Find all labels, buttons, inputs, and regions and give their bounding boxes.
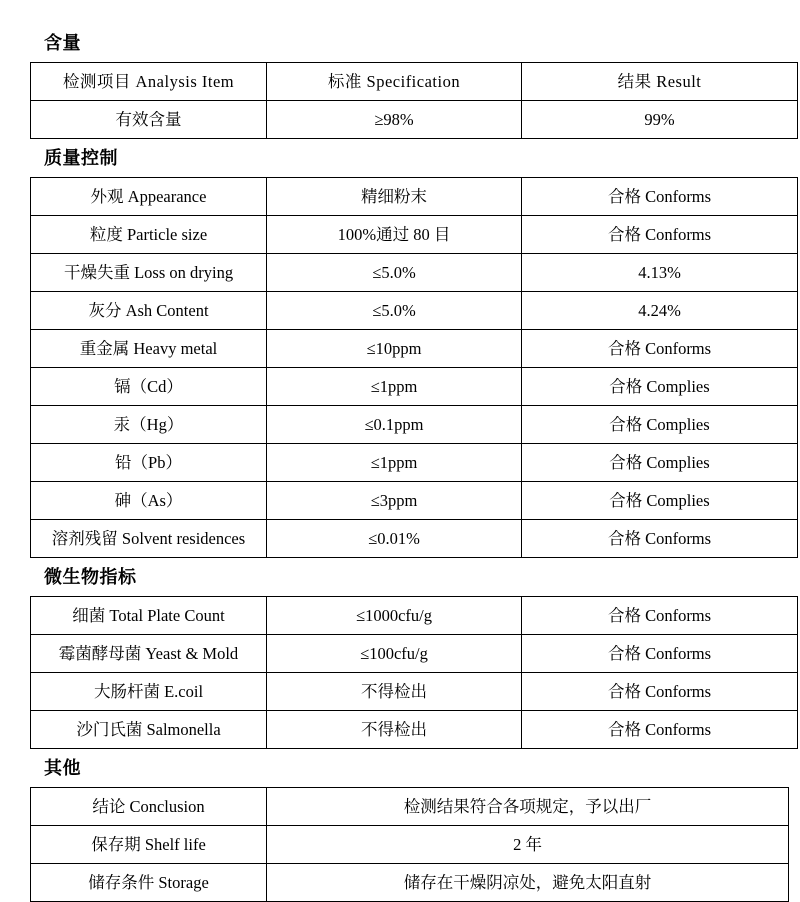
section-content <box>30 30 770 139</box>
section-title-microbiology: 微生物指标 <box>44 567 137 587</box>
table-row <box>31 101 798 139</box>
table-header-row <box>31 63 798 101</box>
cell-spec: ≤10ppm <box>267 330 522 368</box>
table-row <box>31 864 789 902</box>
cell-item: 溶剂残留 Solvent residences <box>31 520 267 558</box>
table-row <box>31 673 798 711</box>
section-microbiology <box>30 564 770 749</box>
cell-spec: ≤5.0% <box>267 254 522 292</box>
cell-item: 保存期 Shelf life <box>31 826 267 864</box>
table-row <box>31 597 798 635</box>
cell-spec: 不得检出 <box>267 711 522 749</box>
cell-spec: ≤5.0% <box>267 292 522 330</box>
cell-result: 合格 Conforms <box>522 520 798 558</box>
cell-spec: ≥98% <box>267 101 522 139</box>
cell-result: 合格 Conforms <box>522 216 798 254</box>
section-title-quality-control: 质量控制 <box>44 148 118 168</box>
table-row <box>31 482 798 520</box>
cell-value: 检测结果符合各项规定，予以出厂 <box>267 788 789 826</box>
cell-item: 大肠杆菌 E.coil <box>31 673 267 711</box>
cell-item: 干燥失重 Loss on drying <box>31 254 267 292</box>
table-row <box>31 711 798 749</box>
table-row <box>31 520 798 558</box>
cell-item: 粒度 Particle size <box>31 216 267 254</box>
cell-result: 4.13% <box>522 254 798 292</box>
cell-result: 合格 Conforms <box>522 711 798 749</box>
table-content <box>30 62 798 139</box>
cell-spec: ≤3ppm <box>267 482 522 520</box>
table-other <box>30 787 789 902</box>
section-title-other: 其他 <box>44 758 81 778</box>
table-row <box>31 216 798 254</box>
table-row <box>31 368 798 406</box>
cell-item: 汞（Hg） <box>31 406 267 444</box>
cell-spec: ≤1ppm <box>267 368 522 406</box>
cell-item: 镉（Cd） <box>31 368 267 406</box>
table-row <box>31 444 798 482</box>
section-title-content: 含量 <box>44 33 81 53</box>
cell-result: 合格 Conforms <box>522 597 798 635</box>
table-row <box>31 826 789 864</box>
cell-item: 砷（As） <box>31 482 267 520</box>
table-row <box>31 635 798 673</box>
cell-result: 合格 Complies <box>522 482 798 520</box>
cell-item: 重金属 Heavy metal <box>31 330 267 368</box>
section-quality-control <box>30 145 770 558</box>
table-row <box>31 178 798 216</box>
table-microbiology <box>30 596 798 749</box>
cell-item: 铅（Pb） <box>31 444 267 482</box>
table-row <box>31 788 789 826</box>
cell-result: 合格 Complies <box>522 406 798 444</box>
table-row <box>31 406 798 444</box>
header-cell-specification: 标准 Specification <box>267 63 522 101</box>
cell-item: 霉菌酵母菌 Yeast & Mold <box>31 635 267 673</box>
cell-result: 合格 Complies <box>522 368 798 406</box>
cell-result: 合格 Conforms <box>522 673 798 711</box>
cell-result: 合格 Conforms <box>522 178 798 216</box>
cell-spec: ≤1000cfu/g <box>267 597 522 635</box>
cell-result: 合格 Conforms <box>522 330 798 368</box>
table-quality-control <box>30 177 798 558</box>
cell-item: 结论 Conclusion <box>31 788 267 826</box>
cell-item: 储存条件 Storage <box>31 864 267 902</box>
cell-spec: ≤1ppm <box>267 444 522 482</box>
cell-item: 沙门氏菌 Salmonella <box>31 711 267 749</box>
cell-value: 储存在干燥阴凉处，避免太阳直射 <box>267 864 789 902</box>
table-row <box>31 292 798 330</box>
cell-result: 合格 Complies <box>522 444 798 482</box>
cell-spec: ≤0.1ppm <box>267 406 522 444</box>
cell-spec: 100%通过 80 目 <box>267 216 522 254</box>
cell-item: 细菌 Total Plate Count <box>31 597 267 635</box>
section-other <box>30 755 770 902</box>
cell-value: 2 年 <box>267 826 789 864</box>
cell-spec: ≤100cfu/g <box>267 635 522 673</box>
cell-result: 4.24% <box>522 292 798 330</box>
cell-result: 合格 Conforms <box>522 635 798 673</box>
cell-item: 有效含量 <box>31 101 267 139</box>
table-row <box>31 330 798 368</box>
cell-result: 99% <box>522 101 798 139</box>
table-row <box>31 254 798 292</box>
header-cell-analysis-item: 检测项目 Analysis Item <box>31 63 267 101</box>
cell-spec: 不得检出 <box>267 673 522 711</box>
cell-item: 外观 Appearance <box>31 178 267 216</box>
header-cell-result: 结果 Result <box>522 63 798 101</box>
cell-item: 灰分 Ash Content <box>31 292 267 330</box>
cell-spec: ≤0.01% <box>267 520 522 558</box>
cell-spec: 精细粉末 <box>267 178 522 216</box>
